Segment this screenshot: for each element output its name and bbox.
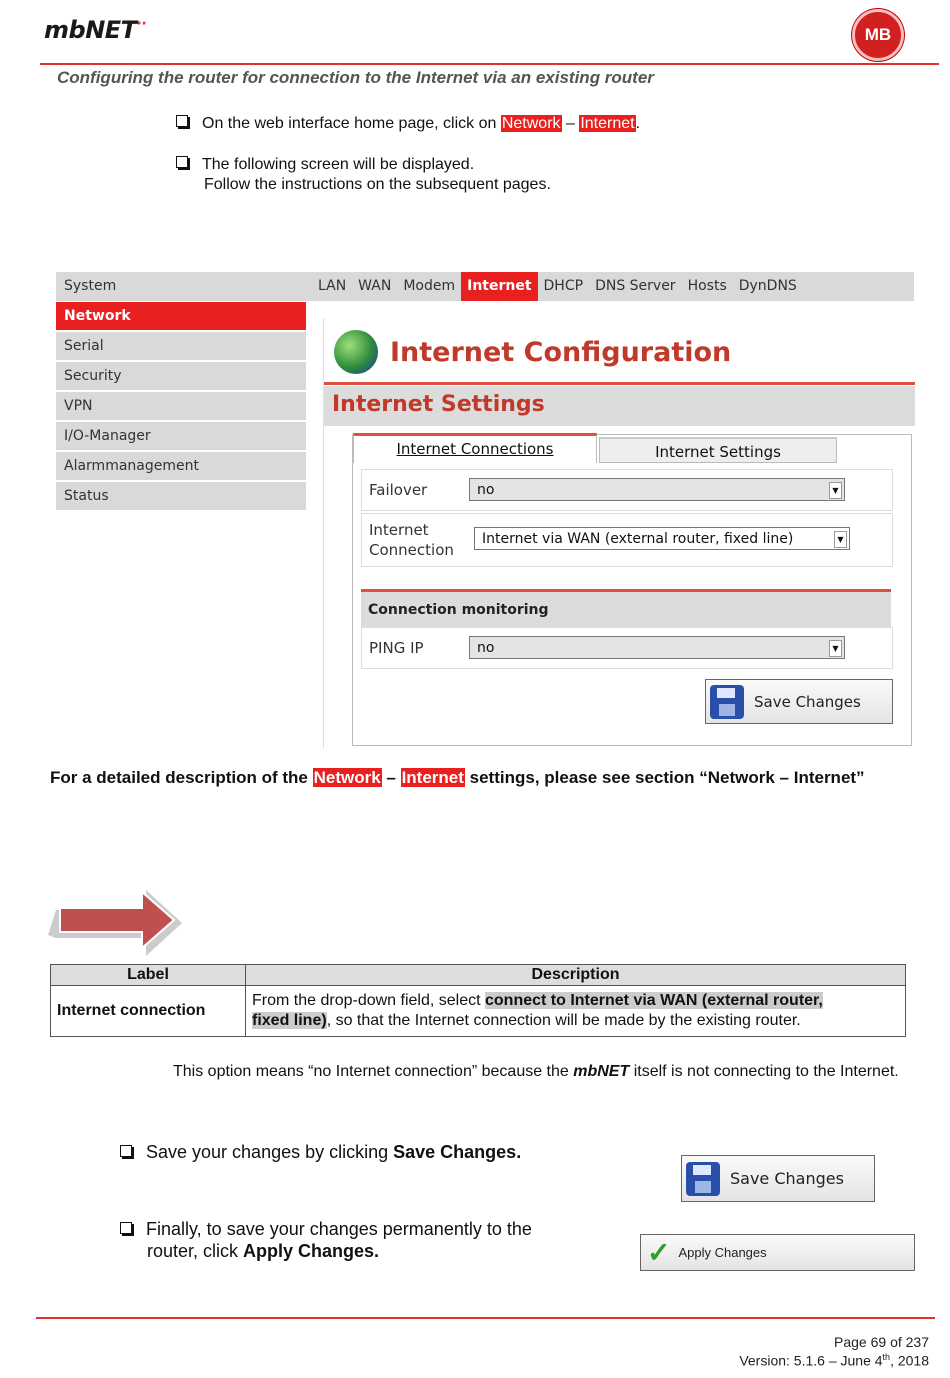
tab-internet[interactable]: Internet	[461, 272, 537, 301]
mbnet-logo: mbNET··	[44, 16, 147, 44]
top-navigation	[56, 272, 914, 301]
footer-rule	[36, 1317, 935, 1319]
note-paragraph: This option means “no Internet connection” because the mbNET itself is not connecting to the Internet.	[173, 1063, 899, 1080]
chevron-down-icon: ▼	[834, 531, 847, 548]
checkbox-bullet-icon	[176, 156, 188, 168]
system-label: System	[64, 278, 117, 294]
failover-select[interactable]: no ▼	[469, 478, 845, 501]
detail-reference: For a detailed description of the Network – Internet settings, please see section “Network – Internet”	[50, 768, 865, 787]
table-row	[51, 986, 906, 1037]
subtab-internet-connections[interactable]: Internet Connections	[353, 433, 597, 463]
tab-dhcp[interactable]: DHCP	[543, 278, 584, 294]
tab-wan[interactable]: WAN	[358, 278, 392, 294]
internet-connection-row	[361, 513, 893, 567]
failover-row	[361, 469, 893, 511]
network-highlight: Network	[501, 115, 561, 132]
checkbox-bullet-icon	[120, 1145, 132, 1157]
sidebar-item-status[interactable]: Status	[56, 482, 306, 510]
section-header: Internet Settings	[324, 386, 915, 426]
ping-ip-row	[361, 627, 893, 669]
failover-label: Failover	[369, 481, 428, 499]
sidebar	[56, 302, 306, 512]
ping-ip-select[interactable]: no ▼	[469, 636, 845, 659]
page-number: Page 69 of 237	[834, 1334, 929, 1350]
step-screen-displayed: The following screen will be displayed. Follow the instructions on the subsequent pages.	[176, 155, 551, 195]
internet-highlight: Internet	[401, 768, 464, 787]
step-click-network: On the web interface home page, click on Network – Internet.	[176, 114, 640, 134]
sidebar-item-vpn[interactable]: VPN	[56, 392, 306, 420]
chevron-down-icon: ▼	[829, 482, 842, 499]
internet-connection-select[interactable]: Internet via WAN (external router, fixed line) ▼	[474, 527, 850, 550]
floppy-disk-icon	[686, 1162, 720, 1196]
description-table	[50, 964, 906, 1037]
tab-modem[interactable]: Modem	[403, 278, 456, 294]
tab-dns-server[interactable]: DNS Server	[595, 278, 676, 294]
header-rule	[40, 63, 939, 65]
checkbox-bullet-icon	[120, 1222, 132, 1234]
sidebar-item-security[interactable]: Security	[56, 362, 306, 390]
page-subtitle: Configuring the router for connection to the Internet via an existing router	[57, 68, 654, 87]
page-title: Internet Configuration	[334, 330, 731, 374]
tab-dyndns[interactable]: DynDNS	[738, 278, 797, 294]
arrow-right-icon	[46, 880, 186, 960]
globe-icon	[334, 330, 378, 374]
logo-mark: ··	[136, 16, 147, 32]
tab-lan[interactable]: LAN	[318, 278, 347, 294]
connection-monitoring-header: Connection monitoring	[361, 589, 891, 628]
internet-highlight: Internet	[580, 115, 635, 132]
step-apply-changes: Finally, to save your changes permanently to the router, click Apply Changes.	[120, 1218, 532, 1262]
tab-hosts[interactable]: Hosts	[687, 278, 727, 294]
table-header-description: Description	[246, 965, 906, 986]
version-info: Version: 5.1.6 – June 4th, 2018	[739, 1352, 929, 1369]
web-interface-screenshot	[56, 272, 914, 750]
title-rule	[324, 382, 915, 385]
row-description: From the drop-down field, select connect to Internet via WAN (external router, fixed line), so that the Internet connection will be made by the existing router.	[246, 986, 906, 1037]
internet-connection-label: Internet Connection	[369, 521, 454, 559]
config-panel	[323, 318, 915, 748]
checkmark-icon: ✓	[647, 1237, 671, 1268]
apply-changes-button[interactable]: ✓ Apply Changes	[640, 1234, 915, 1271]
ping-ip-label: PING IP	[369, 639, 424, 657]
chevron-down-icon: ▼	[829, 640, 842, 657]
sidebar-item-alarmmanagement[interactable]: Alarmmanagement	[56, 452, 306, 480]
settings-tabbox	[352, 434, 912, 746]
nav-tabs	[312, 272, 803, 301]
subtab-internet-settings[interactable]: Internet Settings	[599, 437, 837, 463]
floppy-disk-icon	[710, 685, 744, 719]
save-changes-button[interactable]: Save Changes	[681, 1155, 875, 1202]
sidebar-item-network[interactable]: Network	[56, 302, 306, 330]
save-changes-button[interactable]: Save Changes	[705, 679, 893, 724]
sidebar-item-serial[interactable]: Serial	[56, 332, 306, 360]
step-save-changes: Save your changes by clicking Save Changes.	[120, 1142, 521, 1162]
table-header-label: Label	[51, 965, 246, 986]
sidebar-item-io-manager[interactable]: I/O-Manager	[56, 422, 306, 450]
row-label: Internet connection	[51, 986, 246, 1037]
checkbox-bullet-icon	[176, 115, 188, 127]
network-highlight: Network	[313, 768, 381, 787]
mb-badge-logo: MB	[852, 9, 904, 61]
